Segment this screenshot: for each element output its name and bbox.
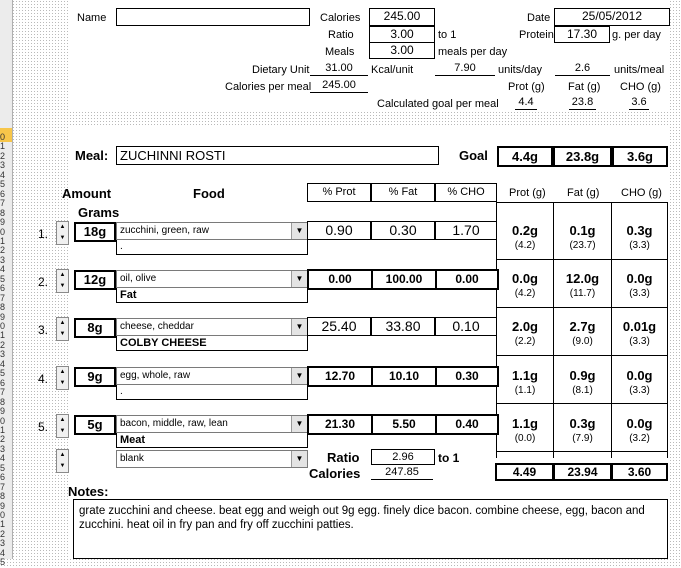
prot-col-header: Prot (g) — [509, 187, 546, 199]
spin-up-icon: ▲ — [59, 272, 66, 278]
prot-value: 1.1g — [511, 368, 538, 383]
amount-header: Amount — [62, 186, 112, 201]
cho-goal-remaining: (3.3) — [629, 240, 650, 251]
goal-label: Goal — [459, 148, 488, 163]
prot-value: 0.0g — [511, 271, 538, 286]
row-number[interactable]: 7 — [0, 198, 6, 209]
prot-value: 1.1g — [511, 416, 538, 431]
pct-cho-header: % CHO — [435, 183, 497, 202]
amount-spinner[interactable] — [56, 269, 69, 293]
pct-fat-header: % Fat — [371, 183, 435, 202]
fat-col-header: Fat (g) — [567, 187, 600, 199]
food-value: bacon, middle, raw, lean — [120, 418, 228, 429]
food-value: egg, whole, raw — [120, 370, 191, 381]
amount-spinner[interactable] — [56, 414, 69, 438]
goal-per-meal-label: Calculated goal per meal — [377, 98, 499, 110]
fat-cell — [554, 319, 611, 348]
prot-goal-remaining: (4.2) — [514, 240, 536, 251]
name-field[interactable] — [116, 8, 310, 26]
protein-suffix: g. per day — [612, 29, 661, 41]
cho-cell — [612, 416, 667, 445]
row-number[interactable]: 1 — [0, 330, 6, 341]
row-number[interactable]: 7 — [0, 387, 6, 398]
fat-goal-remaining: (7.9) — [572, 433, 593, 444]
row-number[interactable]: 6 — [0, 283, 6, 294]
item-number: 4. — [38, 372, 49, 386]
row-number[interactable]: 0 — [0, 415, 6, 426]
cal-per-meal-value: 245.00 — [310, 78, 368, 93]
cho-cell — [612, 368, 667, 397]
food-dropdown[interactable] — [116, 270, 308, 288]
row-number[interactable]: 0 — [0, 510, 6, 520]
fat-cell — [554, 271, 611, 300]
food-value: zucchini, green, raw — [120, 225, 209, 236]
goal-fat-value: 23.8 — [569, 95, 596, 110]
prot-cell — [497, 368, 553, 397]
pct-prot-value: 0.00 — [307, 269, 373, 290]
row-number[interactable]: 5 — [0, 273, 6, 284]
spin-up-icon: ▲ — [59, 224, 66, 230]
row-number[interactable]: 8 — [0, 207, 6, 218]
row-number[interactable]: 2 — [0, 339, 6, 350]
row-number[interactable]: 3 — [0, 160, 6, 171]
cho-value: 0.0g — [626, 368, 653, 383]
row-number[interactable]: 0 — [0, 226, 6, 237]
units-meal-label: units/meal — [614, 64, 665, 76]
row-number[interactable]: 8 — [0, 396, 6, 407]
cho-col-header: CHO (g) — [621, 187, 662, 199]
row-number[interactable]: 1 — [0, 141, 6, 152]
goal-prot-value: 4.4 — [515, 95, 537, 110]
spin-down-icon: ▼ — [59, 331, 66, 337]
goal-fat-box: 23.8g — [553, 146, 612, 167]
spin-down-icon: ▼ — [59, 463, 66, 469]
fat-value: 12.0g — [565, 271, 600, 286]
pct-fat-value: 5.50 — [371, 414, 437, 435]
blank-food-dropdown[interactable] — [116, 450, 308, 468]
cho-value: 0.0g — [626, 271, 653, 286]
cho-value: 0.01g — [622, 319, 657, 334]
cho-goal-remaining: (3.3) — [629, 385, 650, 396]
pct-cho-value: 0.00 — [435, 269, 499, 290]
fat-value: 0.3g — [569, 416, 596, 431]
total-calories-label: Calories — [309, 466, 361, 481]
row-number[interactable]: 4 — [0, 169, 6, 180]
fat-goal-remaining: (9.0) — [572, 336, 593, 347]
total-cho-box: 3.60 — [611, 463, 668, 481]
fat-goal-remaining: (11.7) — [569, 288, 596, 299]
pct-cho-value: 0.10 — [435, 317, 497, 336]
total-ratio-label: Ratio — [327, 450, 360, 465]
pct-fat-value: 100.00 — [371, 269, 437, 290]
grid-line — [496, 451, 668, 452]
pct-prot-value: 25.40 — [307, 317, 371, 336]
meals-field[interactable]: 3.00 — [369, 42, 435, 59]
pct-fat-value: 33.80 — [371, 317, 435, 336]
spin-up-icon: ▲ — [59, 320, 66, 326]
protein-label: Protein — [519, 29, 554, 41]
total-ratio-value: 2.96 — [371, 449, 435, 465]
row-number[interactable]: 0 — [0, 321, 6, 331]
date-label: Date — [527, 12, 551, 24]
grams-field[interactable]: 8g — [74, 318, 116, 338]
row-number[interactable]: 3 — [0, 349, 6, 360]
spin-down-icon: ▼ — [59, 428, 66, 434]
prot-cell — [497, 319, 553, 348]
blank-row-spinner[interactable] — [56, 449, 69, 473]
row-number[interactable]: 3 — [0, 254, 6, 265]
pct-cho-value: 0.30 — [435, 366, 499, 387]
grid-line — [496, 259, 668, 260]
food-dropdown[interactable] — [116, 222, 308, 240]
fat-goal-remaining: (23.7) — [569, 240, 596, 251]
cho-g-label: CHO (g) — [620, 81, 661, 93]
fat-cell — [554, 416, 611, 445]
goal-cho-value: 3.6 — [629, 95, 649, 110]
prot-goal-remaining: (0.0) — [514, 433, 536, 444]
row-number[interactable]: 2 — [0, 434, 6, 445]
units-day-label: units/day — [498, 64, 543, 76]
meal-name-field[interactable]: ZUCHINNI ROSTI — [116, 146, 439, 165]
row-number[interactable]: 4 — [0, 547, 6, 558]
grams-header: Grams — [78, 205, 120, 220]
dietary-unit-value: 31.00 — [310, 61, 368, 76]
prot-goal-remaining: (4.2) — [514, 288, 536, 299]
cho-goal-remaining: (3.3) — [629, 288, 650, 299]
grams-field[interactable]: 18g — [74, 222, 116, 242]
total-prot-box: 4.49 — [495, 463, 554, 481]
row-number[interactable]: 4 — [0, 264, 6, 275]
fat-cell — [554, 223, 611, 252]
prot-g-label: Prot (g) — [508, 81, 545, 93]
row-number[interactable]: 1 — [0, 519, 6, 530]
row-number[interactable]: 6 — [0, 188, 6, 199]
grams-field[interactable]: 5g — [74, 415, 116, 435]
kcal-unit-label: Kcal/unit — [371, 64, 414, 76]
row-number[interactable]: 3 — [0, 443, 6, 454]
prot-goal-remaining: (2.2) — [514, 336, 536, 347]
pct-prot-header: % Prot — [307, 183, 371, 202]
ratio-label: Ratio — [328, 29, 354, 41]
spin-up-icon: ▲ — [59, 369, 66, 375]
protein-field[interactable]: 17.30 — [554, 26, 610, 43]
row-number[interactable]: 5 — [0, 179, 6, 190]
meals-label: Meals — [325, 46, 355, 58]
row-number[interactable]: 7 — [0, 292, 6, 303]
food-description: COLBY CHEESE — [116, 336, 308, 351]
fat-value: 2.7g — [569, 319, 596, 334]
row-number[interactable]: 3 — [0, 538, 6, 549]
spin-up-icon: ▲ — [59, 417, 66, 423]
meals-suffix: meals per day — [438, 46, 508, 58]
row-number[interactable]: 6 — [0, 377, 6, 388]
calories-field[interactable]: 245.00 — [369, 8, 435, 26]
amount-spinner[interactable] — [56, 221, 69, 245]
row-number[interactable]: 2 — [0, 245, 6, 256]
ratio-field[interactable]: 3.00 — [369, 26, 435, 43]
units-day-value: 7.90 — [435, 61, 495, 76]
row-number[interactable]: 9 — [0, 406, 6, 417]
cal-per-meal-label: Calories per meal — [225, 81, 312, 93]
food-value: oil, olive — [120, 273, 157, 284]
row-number[interactable]: 5 — [0, 368, 6, 379]
meal-label: Meal: — [75, 148, 109, 163]
goal-prot-box: 4.4g — [497, 146, 553, 167]
item-number: 5. — [38, 420, 49, 434]
row-number[interactable]: 9 — [0, 311, 6, 322]
total-ratio-suffix: to 1 — [438, 451, 460, 465]
food-dropdown[interactable] — [116, 318, 308, 336]
total-calories-value: 247.85 — [371, 465, 433, 480]
blank-food-value: blank — [120, 453, 144, 464]
row-number[interactable]: 9 — [0, 217, 6, 228]
amount-spinner[interactable] — [56, 317, 69, 341]
row-number[interactable]: 2 — [0, 150, 6, 161]
food-description: . — [116, 385, 308, 400]
cho-cell — [612, 223, 667, 252]
grams-field[interactable]: 9g — [74, 367, 116, 387]
pct-cho-value: 0.40 — [435, 414, 499, 435]
grid-line — [496, 202, 668, 203]
chevron-down-icon: ▼ — [291, 451, 307, 467]
pct-fat-value: 0.30 — [371, 221, 435, 240]
spin-down-icon: ▼ — [59, 380, 66, 386]
food-header: Food — [193, 186, 225, 201]
row-number[interactable]: 9 — [0, 500, 6, 511]
cho-goal-remaining: (3.3) — [629, 336, 650, 347]
item-number: 1. — [38, 227, 49, 241]
row-number[interactable]: 1 — [0, 235, 6, 246]
cho-value: 0.0g — [626, 416, 653, 431]
ratio-suffix: to 1 — [438, 29, 457, 41]
goal-cho-box: 3.6g — [612, 146, 668, 167]
row-number[interactable]: 5 — [0, 557, 6, 568]
calories-label: Calories — [320, 12, 361, 24]
fat-value: 0.1g — [569, 223, 596, 238]
chevron-down-icon: ▼ — [291, 368, 307, 384]
cho-cell — [612, 319, 667, 348]
row-number[interactable]: 0 — [0, 132, 6, 142]
amount-spinner[interactable] — [56, 366, 69, 390]
notes-label: Notes: — [68, 484, 109, 499]
cho-value: 0.3g — [626, 223, 653, 238]
chevron-down-icon: ▼ — [291, 319, 307, 335]
row-number[interactable]: 1 — [0, 424, 6, 435]
item-number: 2. — [38, 275, 49, 289]
cho-cell — [612, 271, 667, 300]
row-number[interactable]: 4 — [0, 453, 6, 464]
food-description: Meat — [116, 433, 308, 448]
pct-fat-value: 10.10 — [371, 366, 437, 387]
row-number[interactable]: 8 — [0, 491, 6, 502]
row-number[interactable]: 7 — [0, 481, 6, 492]
grid-line — [667, 202, 668, 458]
grid-line — [496, 355, 668, 356]
item-number: 3. — [38, 323, 49, 337]
name-label: Name — [77, 12, 107, 24]
cho-goal-remaining: (3.2) — [629, 433, 650, 444]
units-meal-value: 2.6 — [555, 61, 610, 76]
row-header-strip — [0, 0, 13, 568]
chevron-down-icon: ▼ — [291, 271, 307, 287]
row-number[interactable]: 8 — [0, 302, 6, 313]
row-number[interactable]: 5 — [0, 462, 6, 473]
chevron-down-icon: ▼ — [291, 223, 307, 239]
dietary-unit-label: Dietary Unit — [252, 64, 310, 76]
food-dropdown[interactable] — [116, 367, 308, 385]
grid-line — [496, 403, 668, 404]
pct-prot-value: 12.70 — [307, 366, 373, 387]
fat-cell — [554, 368, 611, 397]
prot-cell — [497, 223, 553, 252]
pct-cho-value: 1.70 — [435, 221, 497, 240]
pct-prot-value: 21.30 — [307, 414, 373, 435]
prot-cell — [497, 416, 553, 445]
spin-down-icon: ▼ — [59, 235, 66, 241]
row-number[interactable]: 4 — [0, 358, 6, 369]
food-description: . — [116, 240, 308, 255]
prot-value: 2.0g — [511, 319, 538, 334]
fat-g-label: Fat (g) — [568, 81, 601, 93]
food-dropdown[interactable] — [116, 415, 308, 433]
row-number[interactable]: 6 — [0, 472, 6, 483]
food-value: cheese, cheddar — [120, 321, 194, 332]
prot-cell — [497, 271, 553, 300]
total-fat-box: 23.94 — [553, 463, 612, 481]
fat-goal-remaining: (8.1) — [572, 385, 593, 396]
spin-down-icon: ▼ — [59, 283, 66, 289]
food-description: Fat — [116, 288, 308, 303]
prot-value: 0.2g — [511, 223, 538, 238]
grams-field[interactable]: 12g — [74, 270, 116, 290]
prot-goal-remaining: (1.1) — [514, 385, 536, 396]
notes-textarea[interactable]: grate zucchini and cheese. beat egg and weigh out 9g egg. finely dice bacon. combine cheese, egg, bacon and zucchini. heat oil in fry pan and fry off zucchini patties. — [73, 499, 668, 559]
grid-line — [496, 307, 668, 308]
chevron-down-icon: ▼ — [291, 416, 307, 432]
date-field[interactable]: 25/05/2012 — [554, 8, 670, 26]
spin-up-icon: ▲ — [59, 452, 66, 458]
pct-prot-value: 0.90 — [307, 221, 371, 240]
row-number[interactable]: 2 — [0, 528, 6, 539]
fat-value: 0.9g — [569, 368, 596, 383]
